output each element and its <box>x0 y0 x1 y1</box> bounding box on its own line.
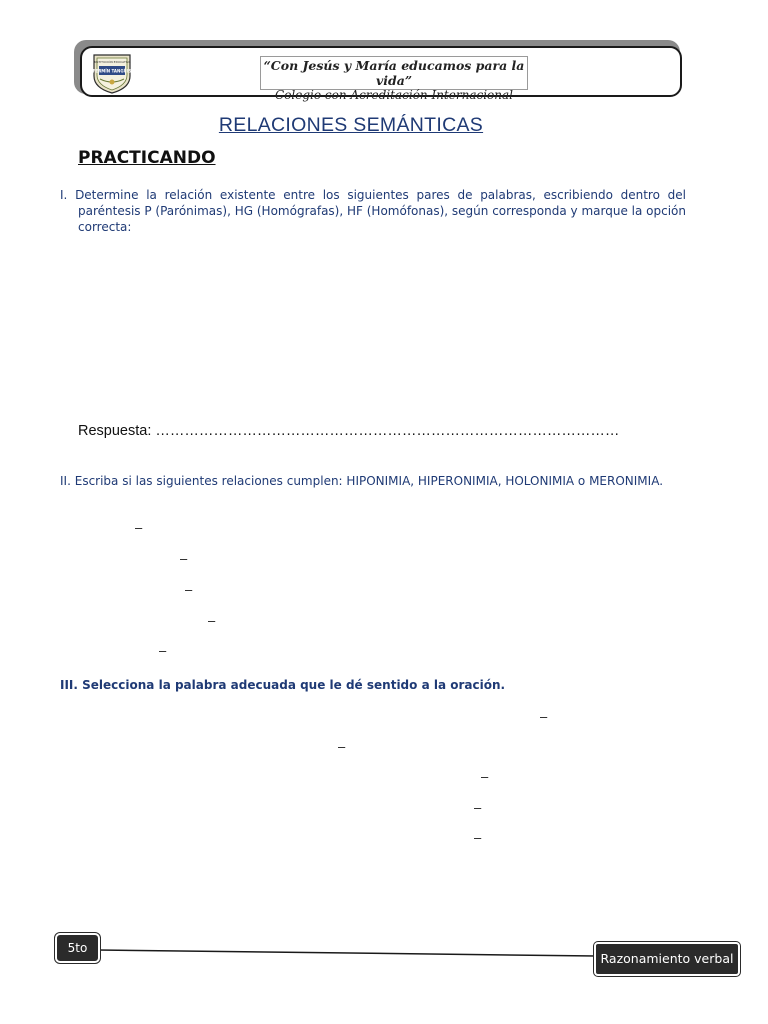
exercise-1-number: I. <box>60 188 68 202</box>
exercise-2-dash: – <box>135 520 143 535</box>
subject-badge: Razonamiento verbal <box>594 942 740 976</box>
exercise-3-dash: – <box>481 769 489 784</box>
exercise-3-instruction <box>60 677 686 693</box>
section-heading: PRACTICANDO <box>78 148 216 168</box>
exercise-3-dash: – <box>474 800 482 815</box>
exercise-2-instruction <box>60 473 686 489</box>
exercise-2-dash: – <box>185 582 193 597</box>
crest-top-text: INSTITUCIÓN EDUCATIVA <box>93 60 131 64</box>
crest-main-text: FERMÍN TANGÜIS <box>92 68 132 74</box>
exercise-2-number: II. <box>60 474 71 488</box>
school-crest-logo <box>90 52 134 94</box>
footer-divider-line <box>98 948 596 958</box>
exercise-3-text: Selecciona la palabra adecuada que le dé sentido a la oración. <box>82 678 506 692</box>
motto-box <box>260 56 528 102</box>
exercise-3-dash: – <box>474 830 482 845</box>
exercise-2-dash: – <box>159 643 167 658</box>
exercise-1-instruction <box>60 187 686 235</box>
answer-line: Respuesta: …………………………………………………………………………………… <box>78 423 620 439</box>
exercise-2-text: Escriba si las siguientes relaciones cumplen: HIPONIMIA, HIPERONIMIA, HOLONIMIA o MERONIMIA. <box>74 474 664 488</box>
exercise-3-dash: – <box>338 739 346 754</box>
exercise-3-number: III. <box>60 678 78 692</box>
page-title: RELACIONES SEMÁNTICAS <box>218 114 484 136</box>
motto-line-2: Colegio con Acreditación Internacional <box>275 88 513 102</box>
exercise-3-dash: – <box>540 709 548 724</box>
school-header <box>80 46 682 102</box>
grade-badge: 5to <box>55 933 100 963</box>
exercise-1-text: Determine la relación existente entre los siguientes pares de palabras, escribiendo dentro del paréntesis P (Parónimas), HG (Homógrafas), HF (Homófonas), según corresponda y marque la opción correcta: <box>75 188 686 234</box>
motto-line-1: “Con Jesús y María educamos para la vida” <box>263 58 525 88</box>
exercise-2-dash: – <box>208 613 216 628</box>
exercise-2-dash: – <box>180 551 188 566</box>
